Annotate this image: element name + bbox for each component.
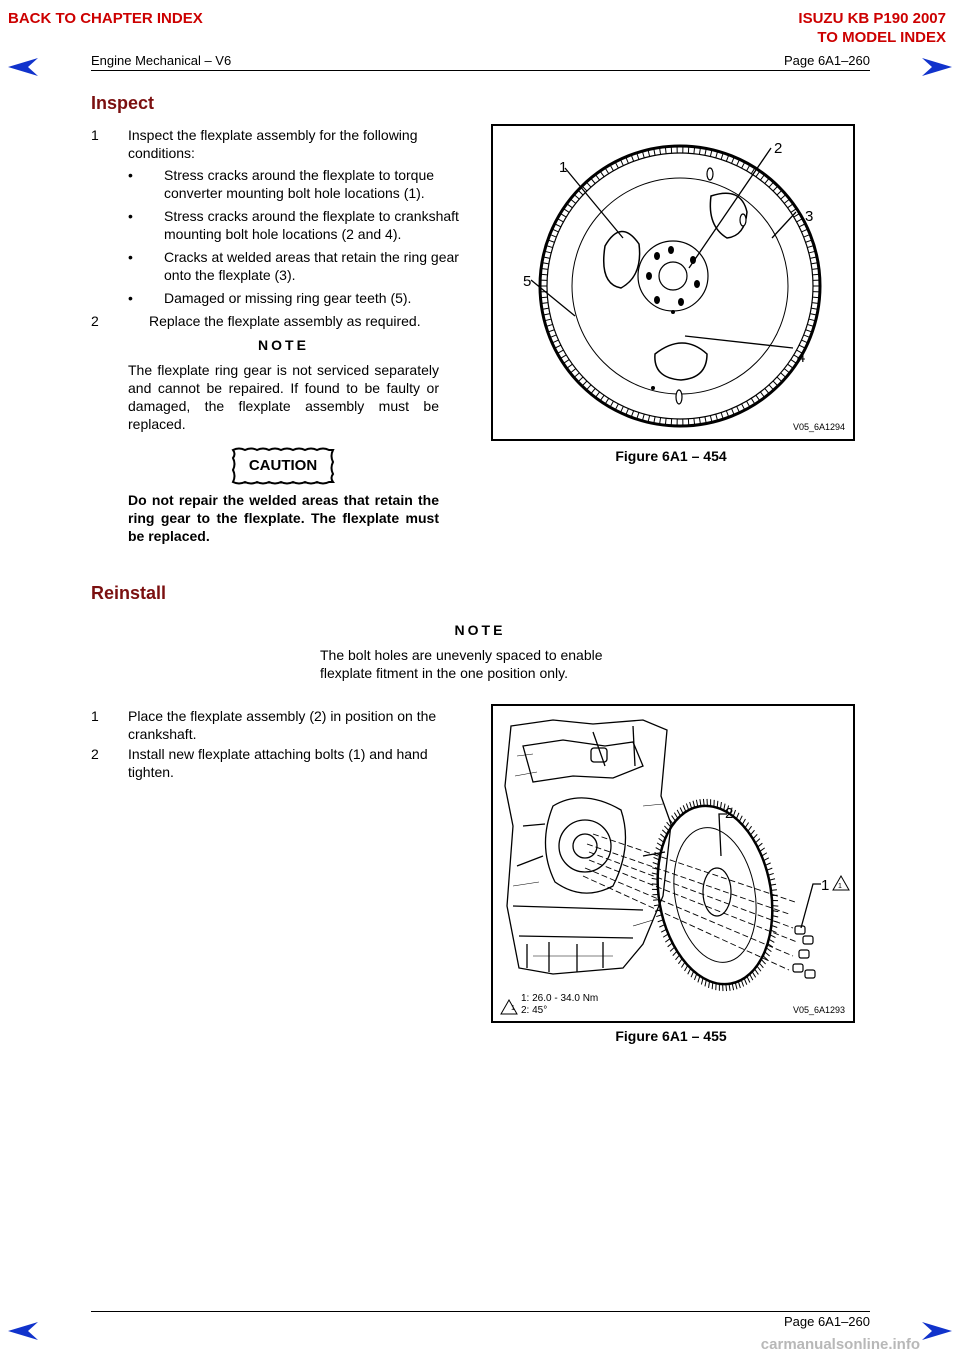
figure-455-frame: [491, 704, 855, 1023]
step-number: 2: [91, 746, 99, 762]
flexplate-bolts: [793, 926, 815, 978]
reinstall-note-text: [320, 646, 640, 682]
model-title-link[interactable]: ISUZU KB P190 2007: [798, 10, 946, 27]
caution-text: Do not repair the welded areas that retain the ring gear to the flexplate. The flexplate must be replaced.: [128, 492, 439, 544]
callout-2: 2: [774, 140, 783, 157]
flexplate-install-diagram: [493, 706, 853, 1021]
step-number: 1: [91, 708, 99, 724]
crank-bolt-holes: [646, 246, 700, 314]
watermark: carmanualsonline.info: [760, 1336, 920, 1353]
reinstall-step-2: [91, 745, 491, 785]
bullet-line2: onto the flexplate (3).: [164, 267, 296, 283]
flexplate-cutout-left: [604, 231, 640, 288]
figure-455-code: V05_6A1293: [792, 1005, 845, 1015]
previous-page-arrow-bottom-icon[interactable]: [6, 1320, 40, 1342]
figure-454-caption: Figure 6A1 – 454: [615, 448, 727, 464]
torque-spec: [521, 993, 598, 1017]
footer-page-number: Page 6A1–260: [783, 1314, 870, 1329]
inspect-note-text: The flexplate ring gear is not serviced separately and cannot be repaired. If found to be faulty or damaged, the flexplate assembly must be replaced.: [128, 362, 439, 432]
step-text-line1: Install new flexplate attaching bolts (1) and hand: [128, 746, 428, 762]
step-text: Replace the flexplate assembly as required.: [149, 313, 421, 329]
previous-page-arrow-icon[interactable]: [6, 56, 40, 78]
callout-5: 5: [523, 273, 532, 290]
inspect-bullet-4: [128, 289, 488, 307]
inspect-heading: Inspect: [91, 93, 155, 113]
reinstall-step-1: [91, 707, 491, 747]
reinstall-note-title: NOTE: [454, 622, 506, 638]
step-text-line1: Inspect the flexplate assembly for the following: [128, 127, 418, 143]
header-rule: [91, 70, 870, 71]
inspect-bullet-2: [128, 207, 488, 243]
engine-shading: [513, 754, 663, 956]
reinstall-heading: Reinstall: [91, 583, 167, 603]
bullet-line1: Damaged or missing ring gear teeth (5).: [164, 290, 412, 306]
step-text-line2: conditions:: [128, 145, 195, 161]
back-to-chapter-index-link[interactable]: BACK TO CHAPTER INDEX: [8, 10, 203, 27]
note-line2: flexplate fitment in the one position only.: [320, 665, 569, 681]
inspect-step-2: [91, 312, 491, 330]
caution-label: CAUTION: [248, 457, 318, 474]
callout-leaders: [531, 148, 796, 348]
bullet-line1: Stress cracks around the flexplate to crankshaft: [164, 208, 459, 224]
step-text-line1: Place the flexplate assembly (2) in position on the: [128, 708, 437, 724]
bullet-dot: •: [128, 249, 133, 265]
step-text-line2: tighten.: [128, 764, 174, 780]
callout-2-fig2: 2: [725, 805, 734, 822]
step-number: 2: [91, 313, 99, 329]
bullet-line2: converter mounting bolt hole locations (1).: [164, 185, 425, 201]
bullet-dot: •: [128, 290, 133, 306]
torque-spec-line1: 1: 26.0 - 34.0 Nm: [521, 993, 599, 1004]
inspect-step-1: [91, 126, 491, 166]
callout-1-fig2: 1: [821, 877, 830, 894]
spec-key-marker: 1: [511, 1005, 515, 1012]
inspect-bullet-1: [128, 166, 488, 202]
next-page-arrow-icon[interactable]: [920, 56, 954, 78]
header-section-title: Engine Mechanical – V6: [91, 53, 232, 68]
header-page-number: Page 6A1–260: [783, 53, 870, 68]
figure-454-frame: [491, 124, 855, 441]
bullet-line1: Cracks at welded areas that retain the ring gear: [164, 249, 459, 265]
engine-block: [505, 720, 671, 974]
spec-marker-number: 1: [838, 883, 842, 890]
step-text-line2: crankshaft.: [128, 726, 197, 742]
bullet-dot: •: [128, 208, 133, 224]
inspect-bullet-3: [128, 248, 488, 284]
bullet-line1: Stress cracks around the flexplate to torque: [164, 167, 435, 183]
callout-3: 3: [805, 208, 814, 225]
flexplate-cutout-bottom: [655, 343, 707, 380]
flexplate-face: [664, 821, 766, 969]
callout-leaders-fig2: [719, 814, 821, 928]
bullet-line2: mounting bolt hole locations (2 and 4).: [164, 226, 402, 242]
torque-spec-line2: 2: 45°: [521, 1005, 548, 1016]
small-hole: [651, 386, 655, 390]
bullet-dot: •: [128, 167, 133, 183]
center-bore: [659, 262, 687, 290]
callout-4: 4: [797, 349, 806, 366]
inspect-note-title: NOTE: [258, 337, 309, 353]
flexplate-diagram: [493, 126, 853, 439]
figure-455-caption: Figure 6A1 – 455: [615, 1028, 727, 1044]
footer-rule: [91, 1311, 870, 1312]
step-number: 1: [91, 127, 99, 143]
callout-1: 1: [559, 159, 568, 176]
figure-454-code: V05_6A1294: [792, 422, 845, 432]
note-line1: The bolt holes are unevenly spaced to enable: [320, 647, 603, 663]
to-model-index-link[interactable]: TO MODEL INDEX: [817, 29, 946, 46]
next-page-arrow-bottom-icon[interactable]: [920, 1320, 954, 1342]
flexplate-ring: [644, 797, 786, 994]
